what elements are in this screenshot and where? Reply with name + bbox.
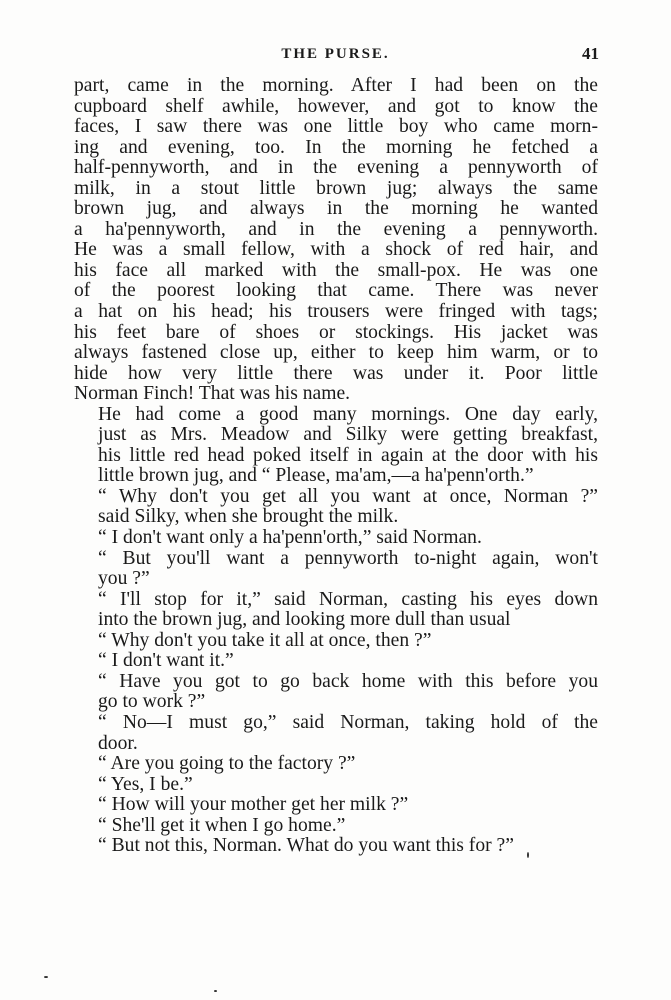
text-line: “ Yes, I be.” bbox=[98, 773, 193, 795]
text-line: said Silky, when she brought the milk. bbox=[98, 506, 399, 528]
text-line: “ Are you going to the factory ?” bbox=[98, 753, 356, 775]
paragraph bbox=[74, 672, 598, 713]
text-line: ing and evening, too. In the morning he fetched a bbox=[74, 136, 598, 158]
text-line: his face all marked with the small-pox. He was one bbox=[74, 259, 598, 281]
text-line: “ How will your mother get her milk ?” bbox=[98, 794, 409, 816]
text-line: “ Why don't you take it all at once, then ?” bbox=[98, 629, 432, 651]
text-line: “ No—I must go,” said Norman, taking hold of the bbox=[98, 711, 598, 733]
paragraph bbox=[74, 754, 598, 775]
paper-speck bbox=[44, 976, 48, 978]
text-line: always fastened close up, either to keep him warm, or to bbox=[74, 342, 598, 364]
text-line: part, came in the morning. After I had been on the bbox=[74, 75, 598, 96]
text-line: He had come a good many mornings. One day early, bbox=[98, 403, 598, 425]
paragraph bbox=[74, 836, 598, 857]
paper-speck bbox=[527, 852, 529, 858]
paper-speck bbox=[214, 990, 217, 992]
text-line: his feet bare of shoes or stockings. His jacket was bbox=[74, 321, 598, 343]
text-line: “ Why don't you get all you want at once, Norman ?” bbox=[98, 485, 598, 507]
text-line: “ But you'll want a pennyworth to-night again, won't bbox=[98, 547, 598, 569]
text-line: He was a small fellow, with a shock of red hair, and bbox=[74, 239, 598, 261]
text-line: “ Have you got to go back home with this before you bbox=[98, 670, 598, 692]
text-line: “ She'll get it when I go home.” bbox=[98, 814, 346, 836]
paragraph bbox=[74, 775, 598, 796]
paragraph bbox=[74, 549, 598, 590]
paragraph bbox=[74, 795, 598, 816]
text-line: “ I don't want it.” bbox=[98, 650, 234, 672]
page-number: 41 bbox=[582, 44, 599, 63]
text-line: “ I don't want only a ha'penn'orth,” said Norman. bbox=[98, 527, 482, 549]
text-line: “ But not this, Norman. What do you want this for ?” bbox=[98, 835, 514, 857]
text-line: a ha'pennyworth, and in the evening a pennyworth. bbox=[74, 218, 598, 240]
running-title: THE PURSE. bbox=[281, 46, 390, 62]
paragraph bbox=[74, 528, 598, 549]
text-line: faces, I saw there was one little boy who came morn- bbox=[74, 116, 598, 138]
text-line: Norman Finch! That was his name. bbox=[74, 383, 351, 405]
text-line: a hat on his head; his trousers were fringed with tags; bbox=[74, 301, 598, 323]
text-line: hide how very little there was under it. Poor little bbox=[74, 362, 598, 384]
text-line: go to work ?” bbox=[98, 691, 206, 713]
paragraph bbox=[74, 713, 598, 754]
text-line: half-pennyworth, and in the evening a pennyworth of bbox=[74, 157, 598, 179]
paragraph bbox=[74, 590, 598, 631]
text-line: of the poorest looking that came. There was never bbox=[74, 280, 598, 302]
text-line: cupboard shelf awhile, however, and got to know the bbox=[74, 95, 598, 117]
text-line: “ I'll stop for it,” said Norman, casting his eyes down bbox=[98, 588, 598, 610]
text-line: into the brown jug, and looking more dull than usual bbox=[98, 609, 511, 631]
text-line: little brown jug, and “ Please, ma'am,—a ha'penn'orth.” bbox=[98, 465, 534, 487]
text-line: brown jug, and always in the morning he wanted bbox=[74, 198, 598, 220]
text-line: milk, in a stout little brown jug; always the same bbox=[74, 177, 598, 199]
text-line: door. bbox=[98, 732, 138, 754]
paragraph bbox=[74, 816, 598, 837]
text-line: his little red head poked itself in again at the door with his bbox=[98, 444, 598, 466]
text-line: you ?” bbox=[98, 568, 150, 590]
paragraph bbox=[74, 487, 598, 528]
paragraph bbox=[74, 651, 598, 672]
paragraph bbox=[74, 405, 598, 487]
paragraph bbox=[74, 76, 598, 405]
text-line: just as Mrs. Meadow and Silky were getting breakfast, bbox=[98, 424, 598, 446]
paragraph bbox=[74, 631, 598, 652]
running-head bbox=[0, 46, 671, 70]
body-text bbox=[74, 76, 598, 857]
